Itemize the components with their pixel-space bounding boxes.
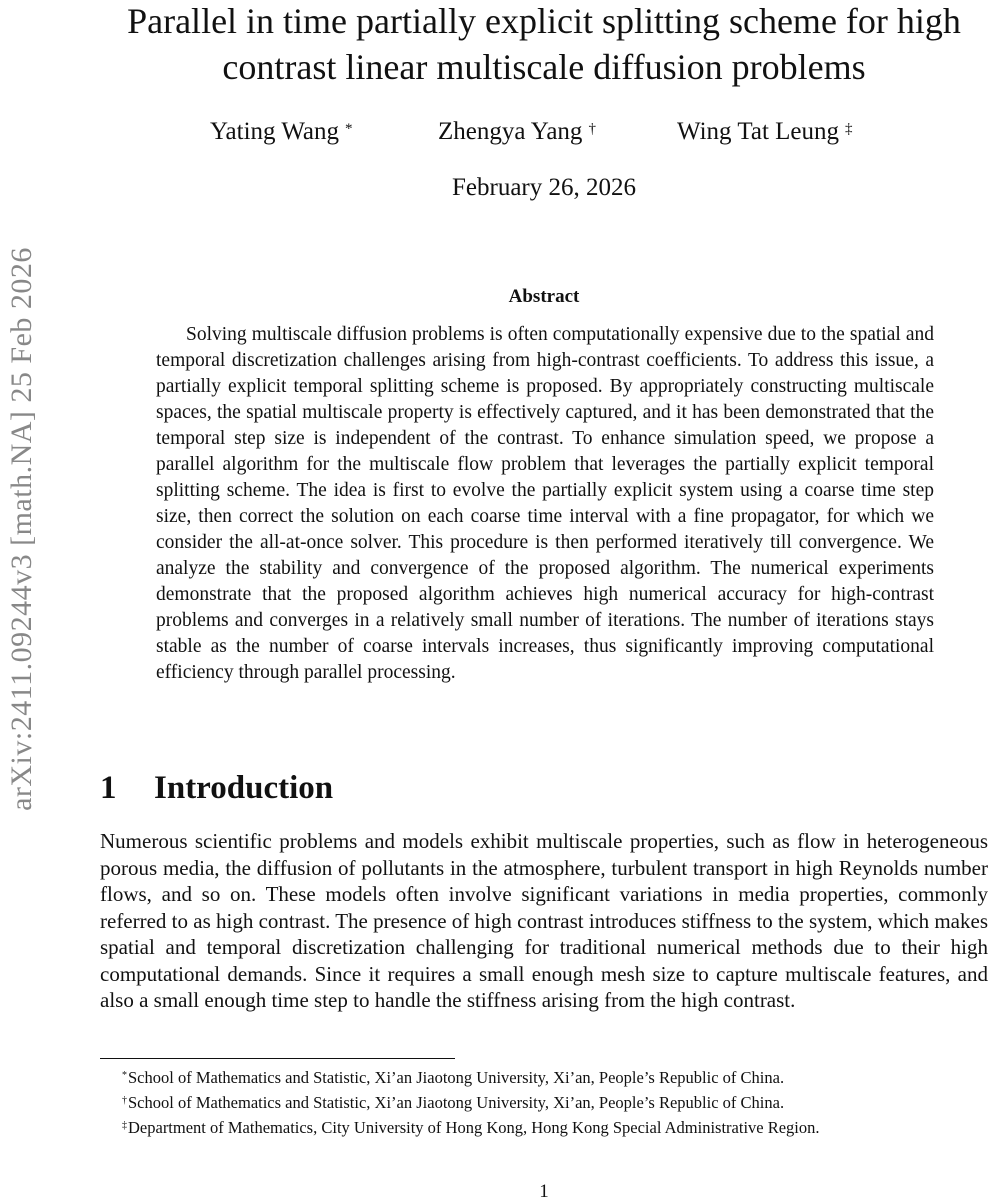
abstract-heading: Abstract bbox=[508, 286, 580, 307]
section-number: 1 bbox=[100, 770, 117, 806]
author-list bbox=[100, 118, 988, 150]
author-name: Yating Wang bbox=[210, 118, 340, 145]
author-name: Wing Tat Leung bbox=[677, 118, 840, 145]
author-3 bbox=[677, 118, 853, 146]
footnote-mark: * bbox=[122, 1070, 127, 1081]
author-footnote-mark: * bbox=[345, 121, 353, 137]
author-name: Zhengya Yang bbox=[438, 118, 583, 145]
footnote-2 bbox=[122, 1092, 988, 1117]
footnote-mark: ‡ bbox=[122, 1120, 127, 1131]
arxiv-sidebar bbox=[2, 182, 42, 882]
footnote-text: School of Mathematics and Statistic, Xi’an Jiaotong University, Xi’an, People’s Republic of China. bbox=[128, 1068, 785, 1087]
author-footnote-mark: † bbox=[588, 121, 596, 137]
introduction-text: Numerous scientific problems and models exhibit multiscale properties, such as flow in heterogeneous porous media, the diffusion of pollutants in the atmosphere, turbulent transport in high Reynolds number flows, and so on. These models often involve significant variations in media properties, commonly referred to as high contrast. The presence of high contrast introduces stiffness to the system, which makes spatial and temporal discretization challenging for traditional numerical methods due to their high computational demands. Since it requires a small enough mesh size to capture multiscale features, and also a small enough time step to handle the stiffness arising from the high contrast. bbox=[100, 829, 988, 1012]
arxiv-identifier: arXiv:2411.09244v3 [math.NA] 25 Feb 2026 bbox=[5, 247, 38, 811]
author-2 bbox=[438, 118, 596, 146]
publication-date: February 26, 2026 bbox=[452, 174, 636, 201]
footnote-3 bbox=[122, 1117, 988, 1142]
abstract-text: Solving multiscale diffusion problems is often computationally expensive due to the spatial and temporal discretization challenges arising from high-contrast coefficients. To address this issue, a partially explicit temporal splitting scheme is proposed. By appropriately constructing multiscale spaces, the spatial multiscale property is effectively captured, and it has been demonstrated that the temporal step size is independent of the contrast. To enhance simulation speed, we propose a parallel algorithm for the multiscale flow problem that leverages the partially explicit temporal splitting scheme. The idea is first to evolve the partially explicit system using a coarse time step size, then correct the solution on each coarse time interval with a fine propagator, for which we consider the all-at-once solver. This procedure is then performed iteratively till convergence. We analyze the stability and convergence of the proposed algorithm. The numerical experiments demonstrate that the proposed algorithm achieves high numerical accuracy for high-contrast problems and converges in a relatively small number of iterations. The number of iterations stays stable as the number of coarse intervals increases, thus significantly improving computational efficiency through parallel processing. bbox=[156, 324, 934, 683]
page-number: 1 bbox=[539, 1181, 549, 1202]
section-heading bbox=[100, 770, 333, 807]
footnote-text: School of Mathematics and Statistic, Xi’an Jiaotong University, Xi’an, People’s Republic of China. bbox=[128, 1093, 785, 1112]
footnote-1 bbox=[122, 1067, 988, 1092]
author-footnote-mark: ‡ bbox=[845, 121, 853, 137]
paper-title: Parallel in time partially explicit splitting scheme for high contrast linear multiscale diffusion problems bbox=[127, 1, 961, 87]
footnote-mark: † bbox=[122, 1095, 127, 1106]
footnote-divider bbox=[100, 1058, 455, 1059]
footnote-text: Department of Mathematics, City University of Hong Kong, Hong Kong Special Administrative Region. bbox=[128, 1118, 820, 1137]
author-1 bbox=[210, 118, 353, 146]
footnote-list bbox=[122, 1067, 988, 1142]
section-title: Introduction bbox=[154, 770, 334, 806]
